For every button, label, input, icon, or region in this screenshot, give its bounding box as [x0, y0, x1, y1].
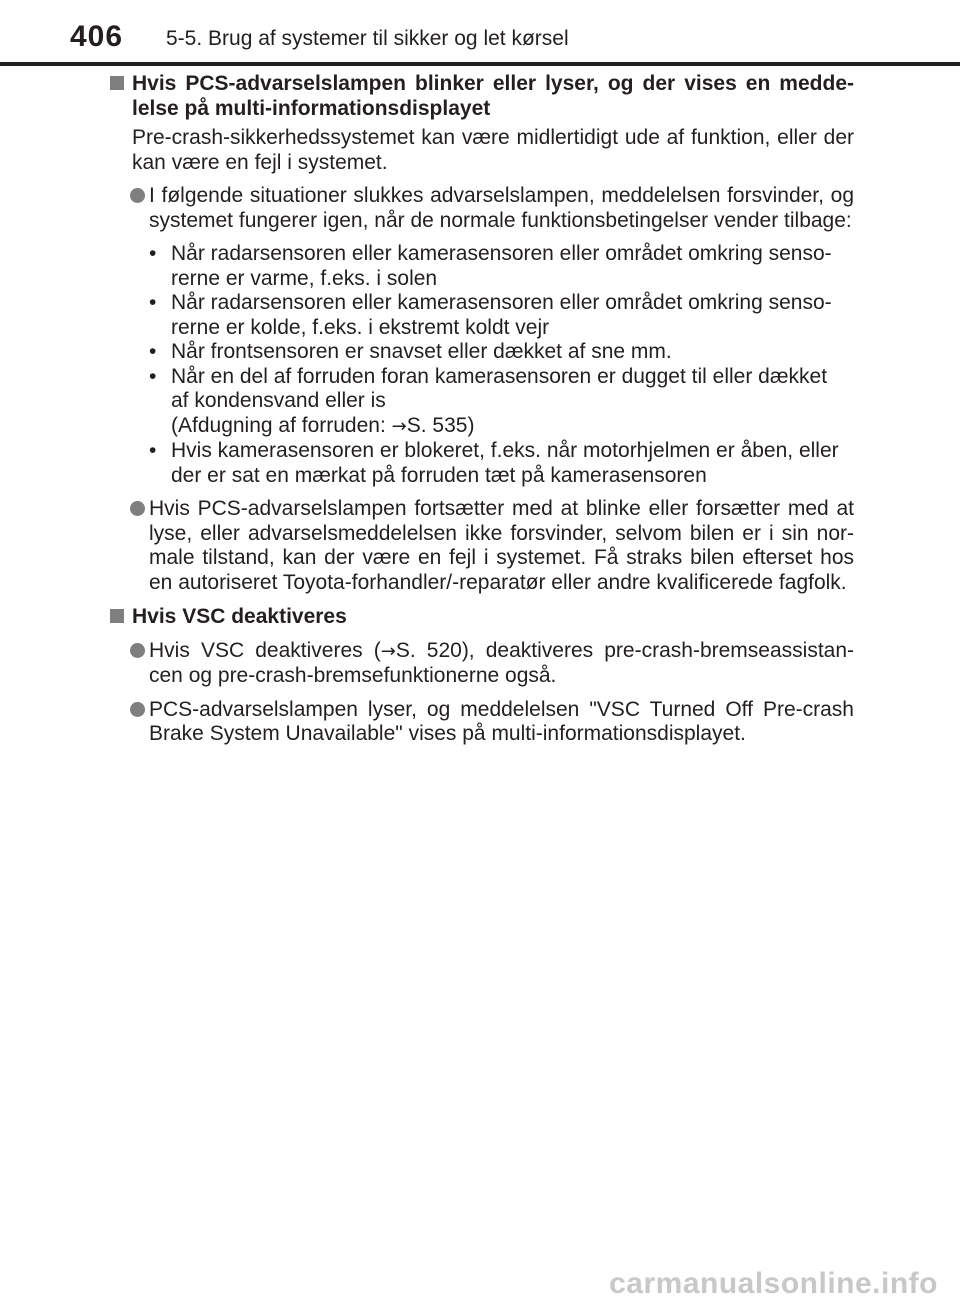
section-heading	[108, 605, 854, 630]
section-heading-text: Hvis PCS-advarselslampen blinker eller lyser, og der vises en medde-lelse på multi-informationsdisplayet	[132, 72, 854, 120]
list-item-text: I følgende situationer slukkes advarselslampen, meddelelsen forsvinder, og systemet fungerer igen, når de normale funktionsbetingelser vender tilbage:	[149, 184, 854, 232]
square-bullet-icon	[110, 609, 124, 623]
page-reference[interactable]: S. 520), deaktiveres pre-crash-bremseassistan-cen og pre-crash-bremsefunktionerne også.	[149, 638, 854, 687]
sub-list-item	[149, 291, 854, 340]
section-heading-text: Hvis VSC deaktiveres	[132, 605, 347, 628]
list-item-text: Hvis VSC deaktiveres (→S. 520), deaktiveres pre-crash-bremseassistan-cen og pre-crash-bremsefunktionerne også.	[149, 638, 854, 687]
sub-list-item-text: Når en del af forruden foran kamerasensoren er dugget til eller dækket af kondensvand eller is	[171, 364, 828, 412]
dot-bullet-icon: •	[149, 439, 157, 462]
sub-list-item	[149, 242, 854, 291]
page-content	[108, 72, 854, 757]
sub-list-item	[149, 439, 854, 488]
circle-bullet-icon	[130, 188, 145, 203]
section-heading	[108, 72, 854, 121]
list-item	[108, 497, 854, 595]
circle-bullet-icon	[130, 702, 145, 717]
dot-bullet-icon: •	[149, 364, 157, 388]
page-header	[0, 0, 960, 60]
sub-list-item-text: Når radarsensoren eller kamerasensoren eller området omkring senso-rerne er kolde, f.eks. i ekstremt koldt vejr	[171, 291, 832, 339]
circle-bullet-icon	[130, 501, 145, 516]
list-item	[108, 698, 854, 747]
page-reference[interactable]: (Afdugning af forruden: →S. 535)	[171, 413, 475, 437]
list-item-text: PCS-advarselslampen lyser, og meddelelsen "VSC Turned Off Pre-crash Brake System Unavailable" vises på multi-informationsdisplayet.	[149, 697, 854, 745]
list-item	[108, 184, 854, 233]
square-bullet-icon	[110, 76, 124, 90]
section-pcs-warning	[108, 72, 854, 595]
sub-list-item	[149, 340, 854, 365]
watermark: carmanualsonline.info	[609, 1267, 938, 1300]
paragraph: Pre-crash-sikkerhedssystemet kan være midlertidigt ude af funktion, eller der kan være en fejl i systemet.	[132, 126, 854, 174]
arrow-right-icon: →	[380, 640, 396, 662]
dot-bullet-icon: •	[149, 340, 157, 363]
sub-list-item-text: Når frontsensoren er snavset eller dækket af sne mm.	[171, 340, 672, 363]
section-vsc-deactivated	[108, 605, 854, 747]
list-item-text: Hvis PCS-advarselslampen fortsætter med at blinke eller forsætter med at lyse, eller advarselsmeddelelsen ikke forsvinder, selvom bilen er i sin nor-male tilstand, kan der være en fejl i systemet. Få straks bilen efterset hos en autoriseret Toyota-forhandler/-reparatør eller andre kvalificerede fagfolk.	[149, 497, 854, 594]
sub-list-item-text: Hvis kamerasensoren er blokeret, f.eks. når motorhjelmen er åben, eller der er sat en mærkat på forruden tæt på kamerasensoren	[171, 439, 839, 487]
sub-list-item-text: Når radarsensoren eller kamerasensoren eller området omkring senso-rerne er varme, f.eks. i solen	[171, 242, 832, 290]
dot-bullet-icon: •	[149, 291, 157, 314]
header-rule	[0, 62, 960, 66]
circle-bullet-icon	[130, 643, 145, 658]
chapter-title: 5-5. Brug af systemer til sikker og let kørsel	[166, 27, 569, 50]
dot-bullet-icon: •	[149, 242, 157, 265]
page-number: 406	[70, 20, 124, 53]
arrow-right-icon: →	[391, 415, 407, 437]
list-item	[108, 639, 854, 689]
sub-list-item	[149, 365, 854, 440]
sub-list	[108, 242, 854, 488]
